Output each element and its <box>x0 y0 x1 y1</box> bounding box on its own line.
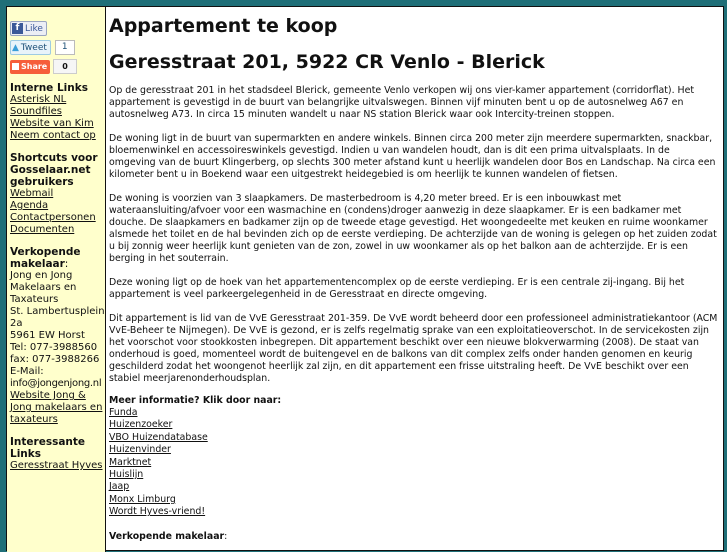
agent-line: 2a <box>10 318 23 329</box>
sidebar-link-documenten[interactable]: Documenten <box>10 224 75 235</box>
agent-line: Makelaars en <box>10 282 77 293</box>
address-title: Geresstraat 201, 5922 CR Venlo - Blerick <box>109 51 545 73</box>
main-content <box>109 7 719 543</box>
sidebar-link-soundfiles[interactable]: Soundfiles <box>10 106 62 117</box>
facebook-like-label: Like <box>25 23 43 34</box>
sidebar <box>7 7 106 552</box>
sidebar-link-hyves[interactable]: Geresstraat Hyves <box>10 460 103 471</box>
sidebar-link-asterisk[interactable]: Asterisk NL <box>10 94 67 105</box>
agent-line: St. Lambertusplein <box>10 306 105 317</box>
page-title: Appartement te koop <box>109 15 338 37</box>
link-huislijn[interactable]: Huislijn <box>109 469 144 481</box>
link-huizenvinder[interactable]: Huizenvinder <box>109 444 171 456</box>
bottom-agent-colon: : <box>224 530 228 542</box>
tweet-button[interactable] <box>10 40 51 55</box>
sidebar-link-website-kim[interactable]: Website van Kim <box>10 118 94 129</box>
internal-links-heading: Interne Links <box>10 82 88 94</box>
paragraph-rooms: De woning is voorzien van 3 slaapkamers. De masterbedroom is 4,20 meter breed. Er is een inbouwkast met wateraansluiting/afvoer voor een wasmachine en (condens)droger aanwezig in deze slaapkamer. Er is een badkamer met douche. De slaapkamers en badkamer zijn op de tweede etage gevestigd. Het woongedeelte met keuken en ruime woonkamer alsmede het toilet en de hal bevinden zich op de eerste verdieping. De achterzijde van de woning is gelegen op het zuiden zodat u bij zonnig weer heerlijk kunt genieten van de zon, zowel in uw woonkamer als op het balkon aan de achterzijde. Er is een berging in het souterrain. <box>109 193 717 264</box>
bottom-agent-heading-text: Verkopende makelaar <box>109 530 225 542</box>
agent-email: info@jongenjong.nl <box>10 378 102 389</box>
twitter-bird-icon: ▲ <box>12 42 19 53</box>
facebook-like-button[interactable] <box>10 21 47 36</box>
link-huizenzoeker[interactable]: Huizenzoeker <box>109 419 173 431</box>
bottom-agent-heading <box>109 531 719 543</box>
shortcuts-heading: Shortcuts voor Gosselaar.net gebruikers <box>10 152 98 188</box>
link-monx[interactable]: Monx Limburg <box>109 493 176 505</box>
paragraph-surroundings: De woning ligt in de buurt van supermarkten en andere winkels. Binnen circa 200 meter zijn meerdere supermarkten, snackbar, bloemenwinkel en accessoireswinkels gevestigd. Indien u van wandelen houdt, dan is dit een prima uitvalsplaats. In de omgeving van de buurt Klingerberg, op slechts 300 meter afstand kunt u heerlijk wandelen door Bos en Landschap. Na circa een kilometer bent u in Boekend waar een uitgestrekt heidegebied is om heerlijk te kunnen wandelen of fietsen. <box>109 133 716 180</box>
sidebar-link-agent-website[interactable]: Website Jong & Jong makelaars en taxateurs <box>10 390 103 425</box>
tweet-label: Tweet <box>20 42 47 53</box>
link-jaap[interactable]: Jaap <box>109 481 130 493</box>
share-icon <box>12 63 19 70</box>
link-funda[interactable]: Funda <box>109 407 138 418</box>
agent-line: Jong en Jong <box>10 270 73 281</box>
agent-line: fax: 077-3988266 <box>10 354 100 365</box>
sidebar-link-contact[interactable]: Neem contact op <box>10 130 96 141</box>
page-frame <box>6 6 724 551</box>
agent-line: Taxateurs <box>10 294 59 305</box>
paragraph-position: Deze woning ligt op de hoek van het appartementencomplex op de eerste verdieping. Er is een centrale zij-ingang. Bij het appartement is veel parkeergelegenheid in de Geresstraat en directe omgeving. <box>109 277 685 300</box>
agent-heading-text: Verkopende makelaar <box>10 246 81 270</box>
sidebar-link-webmail[interactable]: Webmail <box>10 188 54 199</box>
more-info-heading: Meer informatie? Klik door naar: <box>109 395 282 406</box>
sidebar-link-contactpersonen[interactable]: Contactpersonen <box>10 212 96 223</box>
tweet-count: 1 <box>55 40 75 55</box>
social-share-row <box>10 59 105 74</box>
paragraph-location: Op de geresstraat 201 in het stadsdeel Blerick, gemeente Venlo verkopen wij ons vier-kamer appartement (corridorflat). Het appartement is gevestigd in de buurt van belangrijke uitvalswegen. Binnen vijf minuten bent u op de autosnelweg A67 en autosnelweg A73. In circa 15 minuten wandelt u naar NS station Blerick waar ook Intercity-treinen stoppen. <box>109 85 695 120</box>
link-hyves-friend[interactable]: Wordt Hyves-vriend! <box>109 506 206 518</box>
social-tw-row <box>10 40 105 55</box>
share-button[interactable] <box>10 60 50 74</box>
agent-line: Tel: 077-3988560 <box>10 342 98 353</box>
interesting-links-heading: Interessante Links <box>10 436 86 460</box>
share-label: Share <box>21 61 48 71</box>
agent-line: 5961 EW Horst <box>10 330 85 341</box>
sidebar-link-agenda[interactable]: Agenda <box>10 200 49 211</box>
link-marktnet[interactable]: Marktnet <box>109 456 152 468</box>
link-vbo[interactable]: VBO Huizendatabase <box>109 431 208 443</box>
social-fb-row <box>10 21 105 36</box>
facebook-icon: f <box>12 23 23 34</box>
agent-heading <box>10 246 105 270</box>
agent-line: E-Mail: <box>10 366 44 377</box>
share-count: 0 <box>53 59 77 74</box>
agent-heading-colon: : <box>64 258 69 270</box>
paragraph-vve: Dit appartement is lid van de VvE Geresstraat 201-359. De VvE wordt beheerd door een professioneel administratiekantoor (ACM VvE-Beheer te Nijmegen). De VvE is gezond, er is zelfs regelmatig sprake van een exploitatieoverschot. In de servicekosten zijn het voorschot voor stookkosten inbegrepen. Dit appartement beschikt over een nieuwe blokverwarming (2008). De staat van onderhoud is goed, momenteel wordt de buitengevel en de balkons van dit complex zelfs onder handen genomen en keurig geschilderd zodat het woongenot heerlijk zal zijn, en dit appartement een frisse uitstraling heeft. De VvE beschikt over een stabiel meerjarenonderhoudsplan. <box>109 313 718 384</box>
